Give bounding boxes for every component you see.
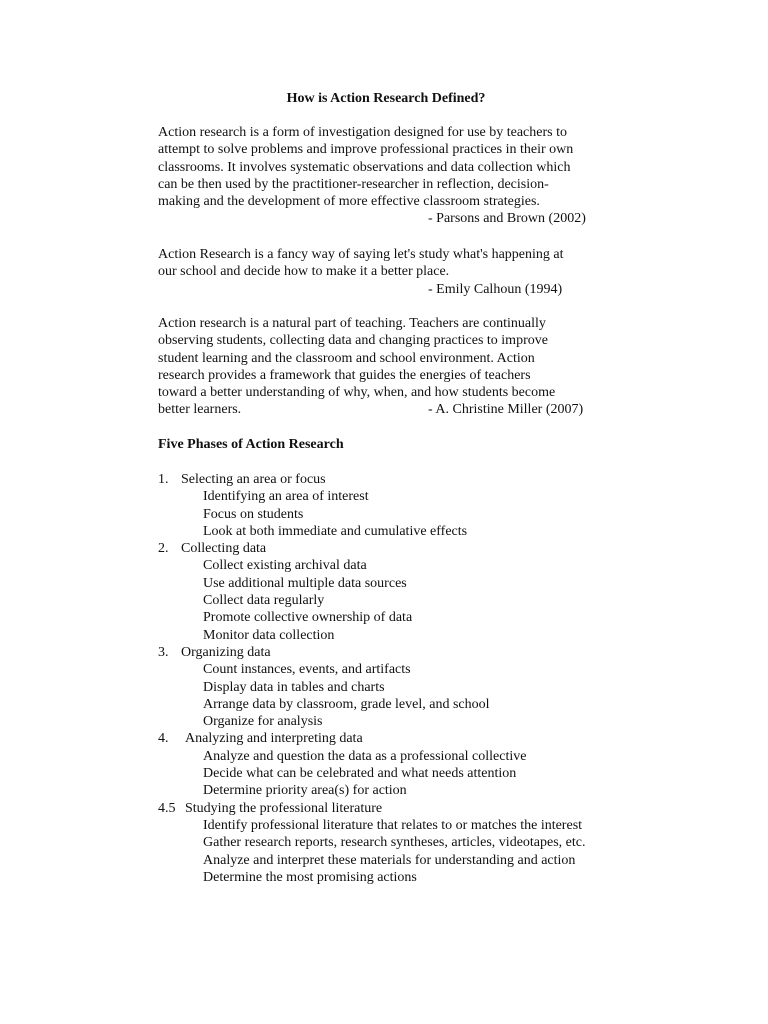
- attribution-text: - A. Christine Miller (2007): [428, 402, 584, 418]
- phase-item: Determine priority area(s) for action: [203, 783, 407, 799]
- quote-line: classrooms. It involves systematic observations and data collection which: [158, 159, 571, 175]
- phase-label: Studying the professional literature: [185, 800, 383, 816]
- phase-number: 2.: [158, 541, 169, 557]
- phase-title: [158, 800, 628, 817]
- phase-title: [158, 471, 628, 488]
- phase-item: Decide what can be celebrated and what needs attention: [203, 766, 517, 782]
- phase-item: Look at both immediate and cumulative effects: [203, 523, 468, 539]
- phase-item: Collect data regularly: [203, 593, 325, 609]
- quote-miller: [158, 315, 618, 419]
- phase-item: Focus on students: [203, 506, 304, 522]
- quote-line: Action research is a natural part of teaching. Teachers are continually: [158, 316, 546, 331]
- phases-list: [158, 471, 628, 886]
- attribution-text: - Emily Calhoun (1994): [428, 281, 563, 297]
- phase-label: Collecting data: [181, 541, 267, 557]
- phase-item: Analyze and interpret these materials for understanding and action: [203, 852, 576, 868]
- phase-title: [158, 730, 628, 747]
- quote-line: Action Research is a fancy way of saying let's study what's happening at: [158, 247, 564, 262]
- phase-item: Count instances, events, and artifacts: [203, 662, 411, 678]
- phase-label: Selecting an area or focus: [181, 472, 326, 487]
- quote-attribution: [158, 210, 618, 227]
- phase-item: Monitor data collection: [203, 627, 335, 643]
- quote-attribution: [158, 401, 618, 418]
- phase-item: Identify professional literature that relates to or matches the interest: [203, 817, 583, 833]
- phase-item: Display data in tables and charts: [203, 679, 385, 695]
- phase-number: 1.: [158, 472, 169, 487]
- phases-heading: Five Phases of Action Research: [158, 437, 344, 452]
- quote-line: Action research is a form of investigation designed for use by teachers to: [158, 125, 567, 140]
- phase-number: 3.: [158, 644, 169, 660]
- phase-item: Arrange data by classroom, grade level, and school: [203, 696, 490, 712]
- phase-item: Analyze and question the data as a professional collective: [203, 748, 527, 764]
- quote-parsons-brown: [158, 124, 618, 228]
- phase-item: Determine the most promising actions: [203, 869, 417, 885]
- attribution-text: - Parsons and Brown (2002): [428, 211, 586, 227]
- quote-line: toward a better understanding of why, when, and how students become: [158, 385, 556, 401]
- phase-item: Gather research reports, research syntheses, articles, videotapes, etc.: [203, 835, 586, 851]
- quote-line-end: better learners.: [158, 402, 242, 418]
- phase-item: Collect existing archival data: [203, 558, 367, 574]
- phase-item: Use additional multiple data sources: [203, 575, 407, 591]
- phase-label: Analyzing and interpreting data: [185, 731, 363, 747]
- quote-line: attempt to solve problems and improve professional practices in their own: [158, 142, 574, 158]
- quote-calhoun: [158, 246, 618, 298]
- quote-line: research provides a framework that guides the energies of teachers: [158, 367, 531, 383]
- phase-item: Promote collective ownership of data: [203, 610, 413, 626]
- phase-label: Organizing data: [181, 644, 271, 660]
- quote-attribution: [158, 281, 618, 298]
- phase-number: 4.: [158, 731, 169, 747]
- page-title: How is Action Research Defined?: [286, 91, 486, 106]
- phase-title: [158, 540, 628, 557]
- phase-title: [158, 644, 628, 661]
- phase-item: Identifying an area of interest: [203, 489, 369, 505]
- quote-line: can be then used by the practitioner-researcher in reflection, decision-: [158, 176, 549, 192]
- quote-line: making and the development of more effective classroom strategies.: [158, 194, 540, 210]
- phase-number: 4.5: [158, 800, 176, 816]
- quote-line: our school and decide how to make it a better place.: [158, 264, 450, 280]
- phase-item: Organize for analysis: [203, 714, 323, 730]
- quote-line: observing students, collecting data and changing practices to improve: [158, 333, 548, 349]
- quote-line: student learning and the classroom and school environment. Action: [158, 350, 535, 366]
